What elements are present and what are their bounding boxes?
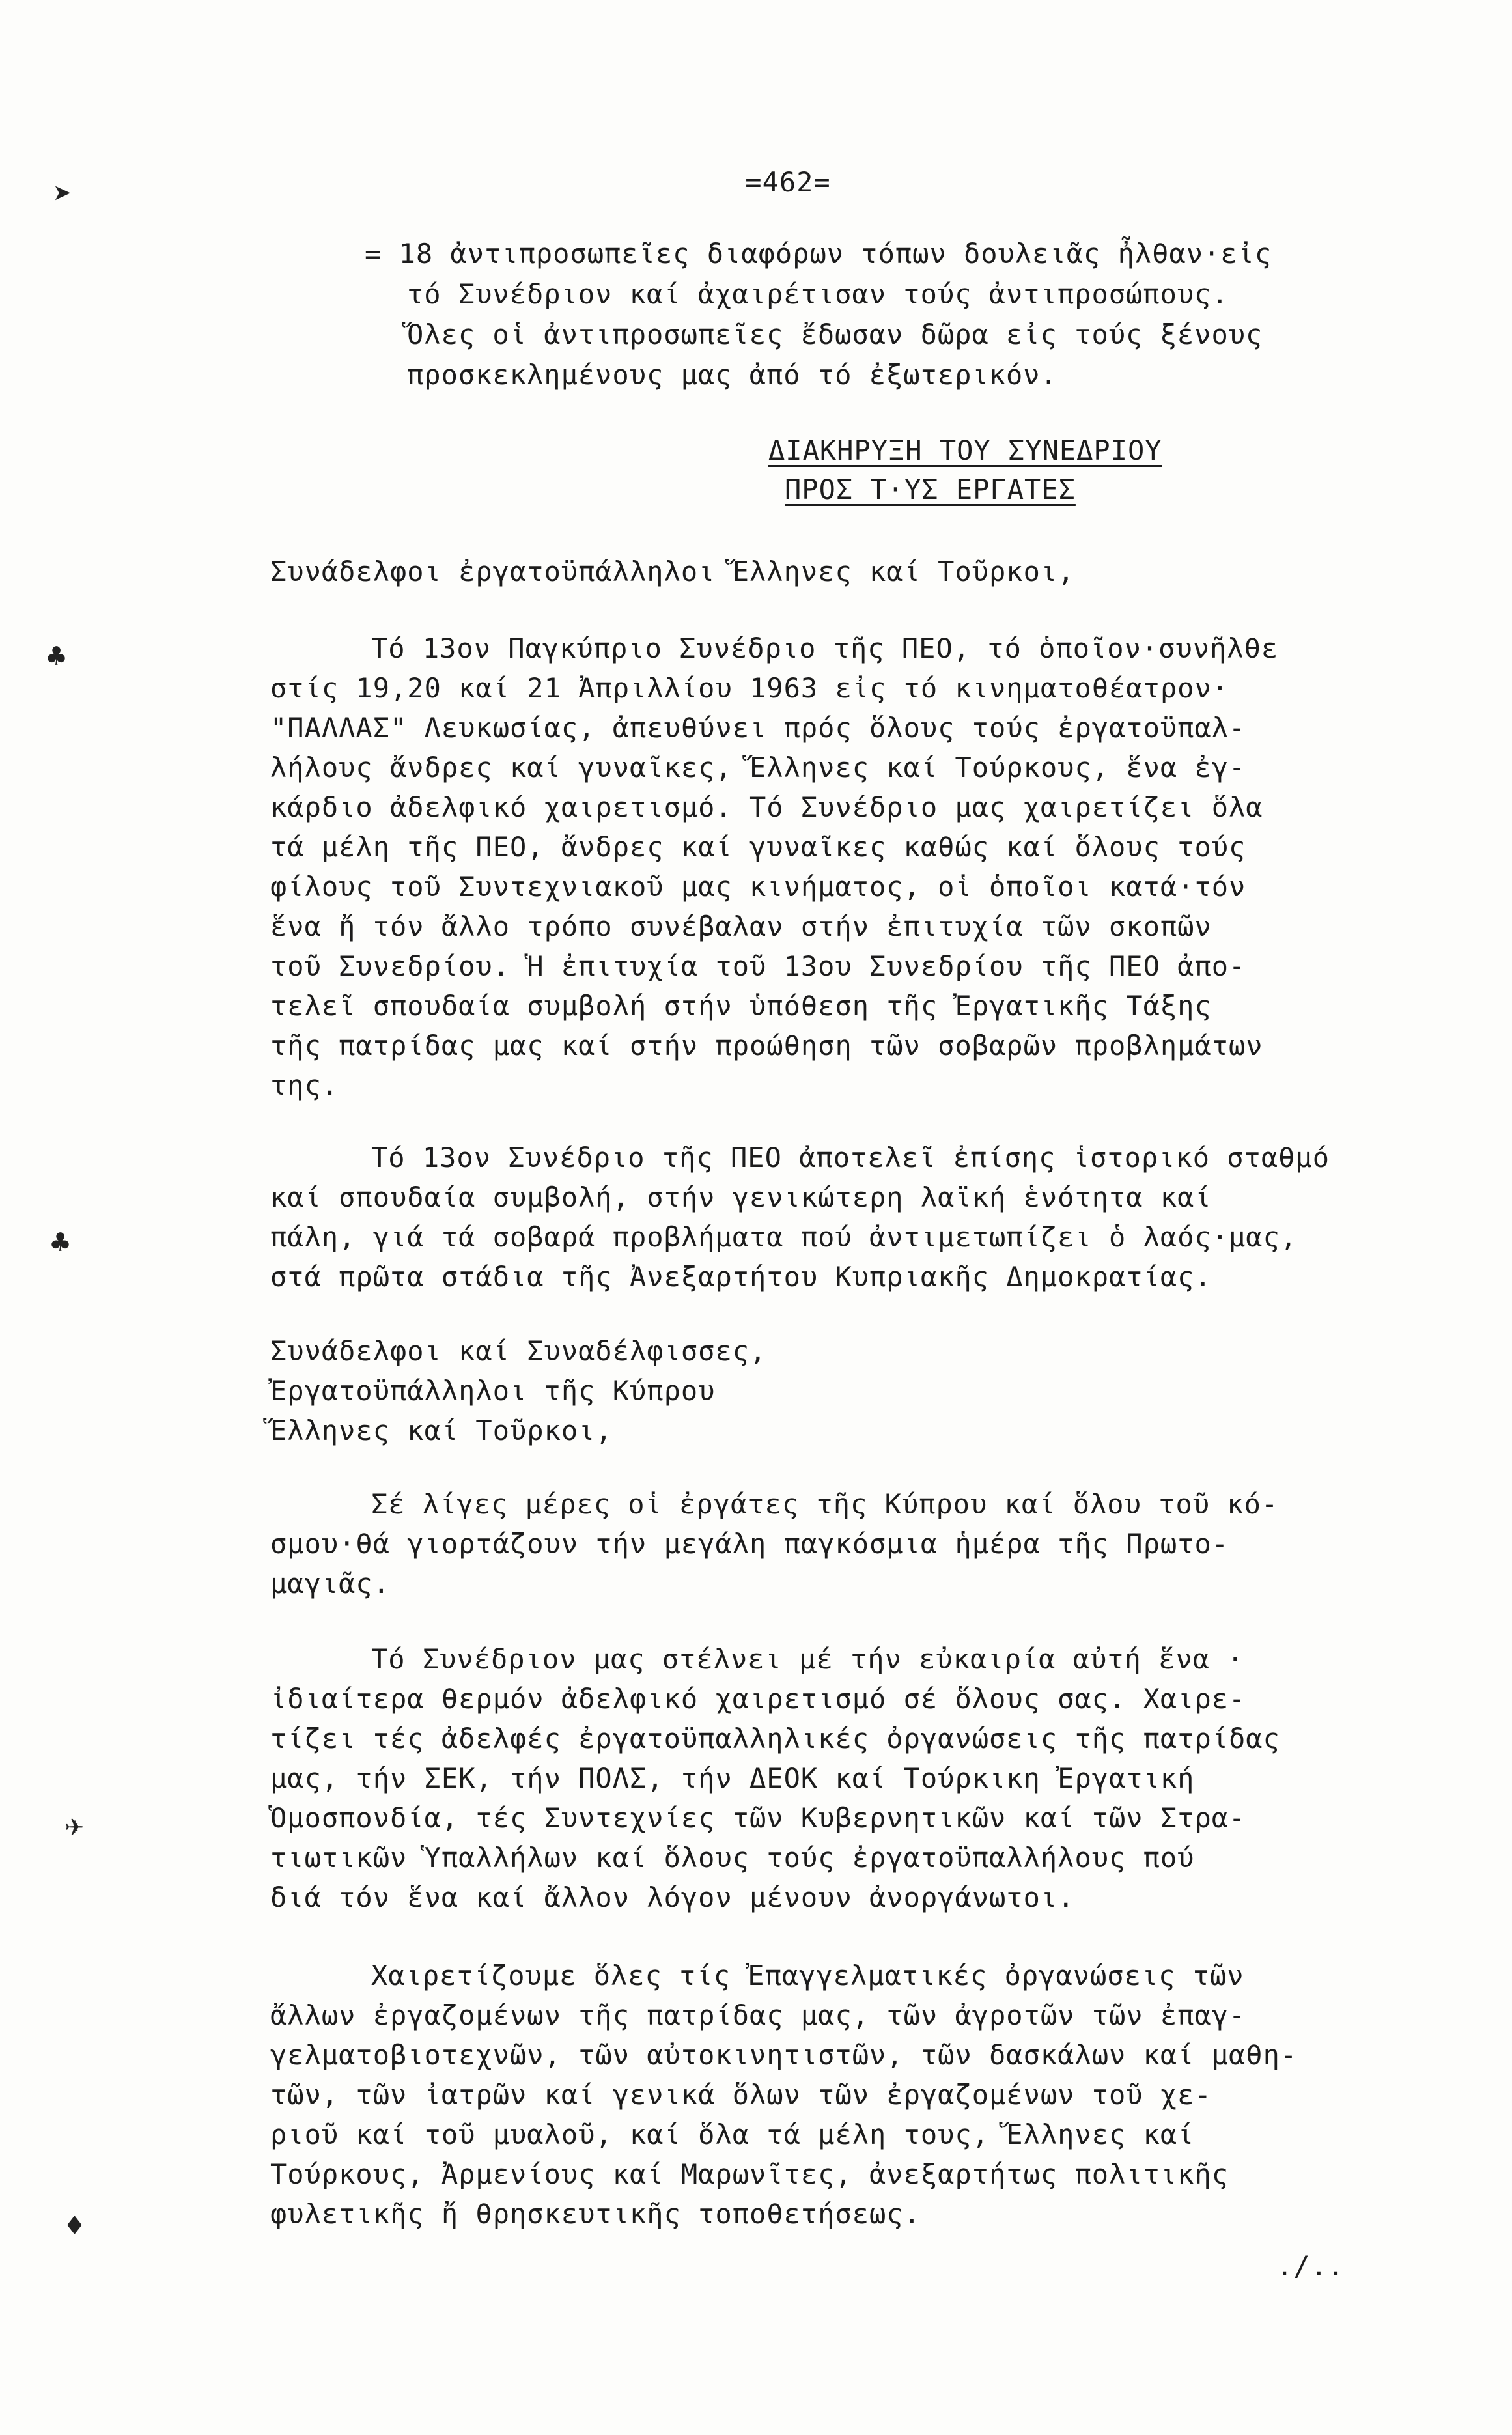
continuation-mark: ./.. bbox=[1276, 2250, 1345, 2282]
margin-mark-icon: ♣ bbox=[51, 1224, 70, 1261]
text-line: καί σπουδαία συμβολή, στήν γενικώτερη λαϊκή ἑνότητα καί bbox=[270, 1181, 1212, 1213]
text-line: τῆς πατρίδας μας καί στήν προώθηση τῶν σοβαρῶν προβλημάτων bbox=[270, 1030, 1263, 1062]
text-line: τῶν, τῶν ἰατρῶν καί γενικά ὅλων τῶν ἐργαζομένων τοῦ χε- bbox=[270, 2079, 1212, 2111]
margin-mark-icon: ♦ bbox=[65, 2208, 84, 2244]
text-line: τελεῖ σπουδαία συμβολή στήν ὑπόθεση τῆς Ἐργατικῆς Τάξης bbox=[270, 990, 1212, 1022]
intro-line: προσκεκλημένους μας ἀπό τό ἐξωτερικόν. bbox=[407, 359, 1057, 391]
text-line: της. bbox=[270, 1069, 339, 1101]
text-line: "ΠΑΛΛΑΣ" Λευκωσίας, ἀπευθύνει πρός ὅλους τούς ἐργατοϋπαλ- bbox=[270, 712, 1246, 744]
text-line: τά μέλη τῆς ΠΕΟ, ἄνδρες καί γυναῖκες καθώς καί ὅλους τούς bbox=[270, 831, 1246, 863]
text-line: στά πρῶτα στάδια τῆς Ἀνεξαρτήτου Κυπριακῆς Δημοκρατίας. bbox=[270, 1261, 1212, 1293]
text-line: Ἕλληνες καί Τοῦρκοι, bbox=[270, 1415, 613, 1446]
salutation: Συνάδελφοι ἐργατοϋπάλληλοι Ἕλληνες καί Τοῦρκοι, bbox=[270, 556, 1075, 587]
intro-line: Ὅλες οἱ ἀντιπροσωπεῖες ἔδωσαν δῶρα εἰς τούς ξένους bbox=[407, 318, 1263, 350]
text-line: ἕνα ἤ τόν ἄλλο τρόπο συνέβαλαν στήν ἐπιτυχία τῶν σκοπῶν bbox=[270, 910, 1212, 942]
text-line: Τό 13ον Συνέδριο τῆς ΠΕΟ ἀποτελεῖ ἐπίσης ἱστορικό σταθμό bbox=[371, 1142, 1330, 1174]
text-line: λήλους ἄνδρες καί γυναῖκες, Ἕλληνες καί Τούρκους, ἕνα ἐγ- bbox=[270, 752, 1246, 783]
text-line: Ἐργατοϋπάλληλοι τῆς Κύπρου bbox=[270, 1375, 716, 1407]
text-line: τίζει τές ἀδελφές ἐργατοϋπαλληλικές ὀργανώσεις τῆς πατρίδας bbox=[270, 1723, 1280, 1754]
margin-mark-icon: ♣ bbox=[47, 638, 66, 675]
text-line: διά τόν ἕνα καί ἄλλον λόγον μένουν ἀνοργάνωτοι. bbox=[270, 1881, 1075, 1913]
text-line: φυλετικῆς ἤ θρησκευτικῆς τοποθετήσεως. bbox=[270, 2198, 921, 2230]
text-line: τοῦ Συνεδρίου. Ἡ ἐπιτυχία τοῦ 13ου Συνεδρίου τῆς ΠΕΟ ἀπο- bbox=[270, 950, 1246, 982]
text-line: φίλους τοῦ Συντεχνιακοῦ μας κινήματος, οἱ ὁποῖοι κατά·τόν bbox=[270, 871, 1246, 903]
text-line: τιωτικῶν Ὑπαλλήλων καί ὅλους τούς ἐργατοϋπαλλήλους πού bbox=[270, 1842, 1195, 1874]
text-line: Ὁμοσπονδία, τές Συντεχνίες τῶν Κυβερνητικῶν καί τῶν Στρα- bbox=[270, 1802, 1246, 1834]
text-line: μας, τήν ΣΕΚ, τήν ΠΟΛΣ, τήν ΔΕΟΚ καί Τούρκικη Ἐργατική bbox=[270, 1762, 1195, 1794]
margin-mark-icon: ➤ bbox=[53, 176, 72, 212]
text-line: Τό Συνέδριον μας στέλνει μέ τήν εὐκαιρία αὐτή ἕνα · bbox=[371, 1643, 1244, 1675]
intro-line: = 18 ἀντιπροσωπεῖες διαφόρων τόπων δουλειᾶς ἦλθαν·εἰς bbox=[365, 238, 1272, 270]
text-line: ἰδιαίτερα θερμόν ἀδελφικό χαιρετισμό σέ ὅλους σας. Χαιρε- bbox=[270, 1683, 1246, 1715]
text-line: Τό 13ον Παγκύπριο Συνέδριο τῆς ΠΕΟ, τό ὁποῖον·συνῆλθε bbox=[371, 632, 1279, 664]
text-line: σμου·θά γιορτάζουν τήν μεγάλη παγκόσμια ἡμέρα τῆς Πρωτο- bbox=[270, 1528, 1229, 1560]
text-line: μαγιᾶς. bbox=[270, 1568, 391, 1599]
text-line: Συνάδελφοι καί Συναδέλφισσες, bbox=[270, 1335, 767, 1367]
heading-line: ΠΡΟΣ Τ·ΥΣ ΕΡΓΑΤΕΣ bbox=[785, 473, 1076, 505]
margin-mark-icon: ✈ bbox=[65, 1807, 84, 1844]
text-line: γελματοβιοτεχνῶν, τῶν αὐτοκινητιστῶν, τῶν δασκάλων καί μαθη- bbox=[270, 2039, 1298, 2071]
page-number: =462= bbox=[745, 166, 831, 198]
text-line: πάλη, γιά τά σοβαρά προβλήματα πού ἀντιμετωπίζει ὁ λαός·μας, bbox=[270, 1221, 1298, 1253]
text-line: Σέ λίγες μέρες οἱ ἐργάτες τῆς Κύπρου καί ὅλου τοῦ κό- bbox=[371, 1488, 1279, 1520]
text-line: ριοῦ καί τοῦ μυαλοῦ, καί ὅλα τά μέλη τους, Ἕλληνες καί bbox=[270, 2118, 1195, 2150]
text-line: Χαιρετίζουμε ὅλες τίς Ἐπαγγελματικές ὀργανώσεις τῶν bbox=[371, 1960, 1244, 1992]
text-line: Τούρκους, Ἀρμενίους καί Μαρωνῖτες, ἀνεξαρτήτως πολιτικῆς bbox=[270, 2158, 1229, 2190]
text-line: ἄλλων ἐργαζομένων τῆς πατρίδας μας, τῶν ἀγροτῶν τῶν ἐπαγ- bbox=[270, 1999, 1246, 2031]
intro-line: τό Συνέδριον καί ἀχαιρέτισαν τούς ἀντιπροσώπους. bbox=[407, 278, 1229, 310]
text-line: κάρδιο ἀδελφικό χαιρετισμό. Τό Συνέδριο μας χαιρετίζει ὅλα bbox=[270, 791, 1263, 823]
heading-line: ΔΙΑΚΗΡΥΞΗ ΤΟΥ ΣΥΝΕΔΡΙΟΥ bbox=[768, 434, 1162, 466]
text-line: στίς 19,20 καί 21 Ἀπριλλίου 1963 εἰς τό κινηματοθέατρον· bbox=[270, 672, 1229, 704]
